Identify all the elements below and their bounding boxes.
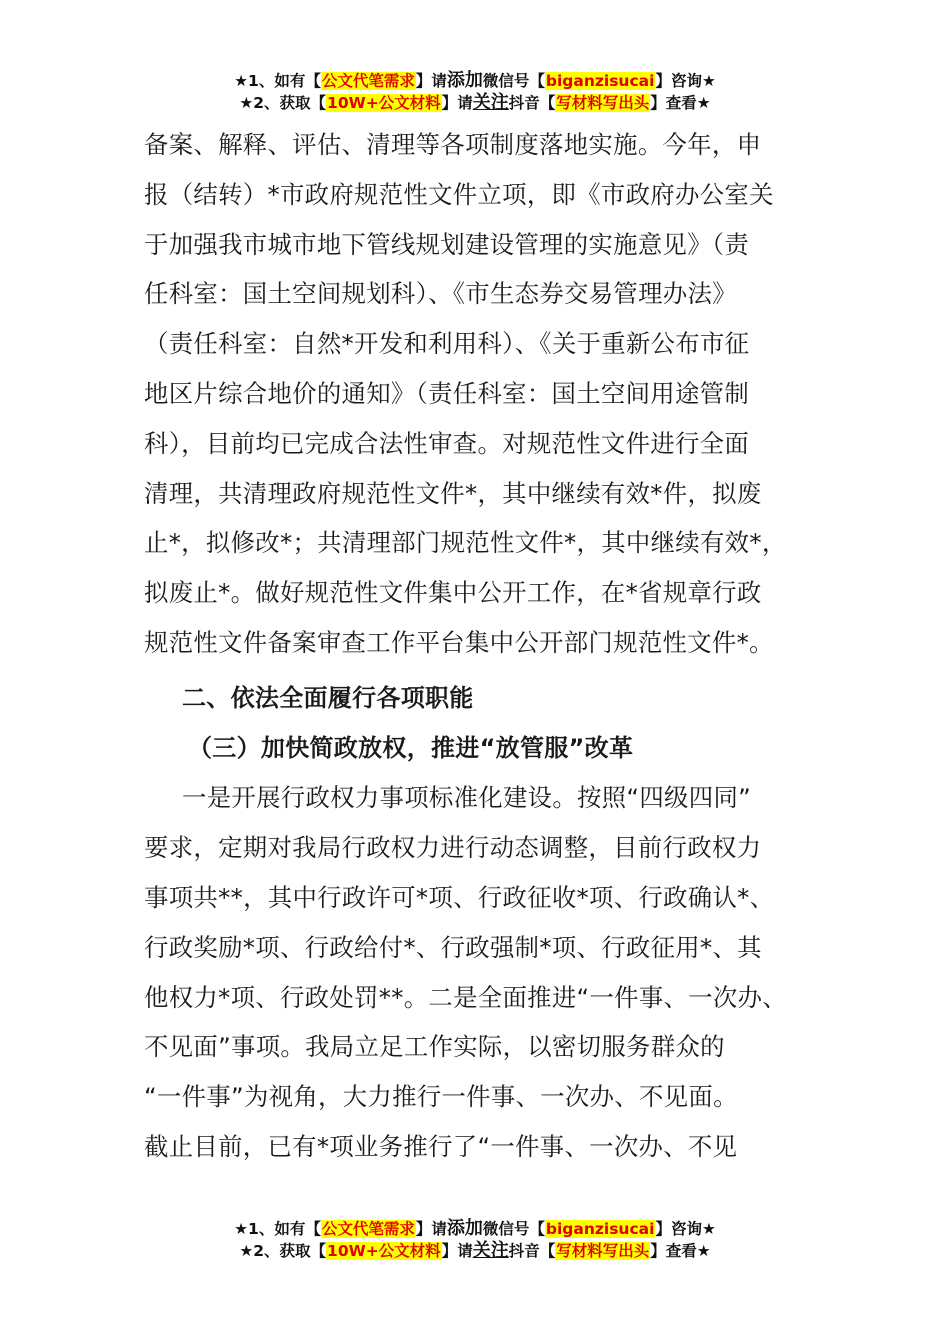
banner-emphasis: 关注 <box>472 92 509 113</box>
banner-text: 】咨询★ <box>655 1220 716 1238</box>
banner-text: 微信号【 <box>482 1220 545 1238</box>
banner-douyin-id: 写材料写出头 <box>556 1242 650 1260</box>
body-line: “一件事”为视角，大力推行一件事、一次办、不见面。 <box>144 1082 738 1112</box>
body-line: 拟废止*。做好规范性文件集中公开工作，在*省规章行政 <box>144 578 762 608</box>
body-line: 备案、解释、评估、清理等各项制度落地实施。今年，申 <box>144 130 762 159</box>
body-line: 事项共**，其中行政许可*项、行政征收*项、行政确认*、 <box>144 882 775 912</box>
banner-emphasis: 关注 <box>472 1240 509 1261</box>
document-body <box>144 120 816 1172</box>
banner-douyin-id: 写材料写出头 <box>556 94 650 112</box>
body-line: 于加强我市城市地下管线规划建设管理的实施意见》（责 <box>144 229 750 259</box>
body-line: 规范性文件备案审查工作平台集中公开部门规范性文件*。 <box>144 627 774 657</box>
banner-line-1 <box>0 1218 950 1240</box>
section-heading: 二、依法全面履行各项职能 <box>182 683 474 712</box>
banner-text: ★2、获取【 <box>239 1242 327 1260</box>
body-line: 止*，拟修改*；共清理部门规范性文件*，其中继续有效*， <box>144 528 787 558</box>
banner-text: ★1、如有【 <box>234 72 321 90</box>
body-line: 清理，共清理政府规范性文件*，其中继续有效*件，拟废 <box>144 478 762 508</box>
banner-line-2 <box>0 92 950 114</box>
footer-banner <box>0 1218 950 1262</box>
body-line: 截止目前，已有*项业务推行了“一件事、一次办、不见 <box>144 1131 738 1161</box>
banner-wechat-id: biganzisucai <box>545 1220 655 1238</box>
banner-text: 】请 <box>415 1220 447 1238</box>
banner-text: 抖音【 <box>508 94 556 112</box>
banner-wechat-id: biganzisucai <box>545 72 655 90</box>
banner-text: 】查看★ <box>650 1242 711 1260</box>
body-line: 行政奖励*项、行政给付*、行政强制*项、行政征用*、其 <box>144 932 762 962</box>
body-line: 要求，定期对我局行政权力进行动态调整，目前行政权力 <box>144 833 762 863</box>
banner-emphasis: 添加 <box>446 70 483 91</box>
header-banner <box>0 70 950 114</box>
banner-text: 】查看★ <box>650 94 711 112</box>
banner-emphasis: 添加 <box>446 1218 483 1239</box>
banner-line-1 <box>0 70 950 92</box>
body-line: 科），目前均已完成合法性审查。对规范性文件进行全面 <box>144 428 750 458</box>
body-line: （责任科室：自然*开发和利用科）、《关于重新公布市征 <box>144 329 750 359</box>
banner-highlight: 10W+公文材料 <box>327 1242 441 1260</box>
paragraph-1 <box>144 120 816 668</box>
banner-text: 】咨询★ <box>655 72 716 90</box>
banner-text: 抖音【 <box>508 1242 556 1260</box>
subsection-heading: （三）加快简政放权，推进“放管服”改革 <box>188 733 634 762</box>
banner-highlight: 公文代笔需求 <box>321 1220 415 1238</box>
paragraph-2 <box>144 773 816 1171</box>
banner-highlight: 10W+公文材料 <box>327 94 441 112</box>
body-line: 一是开展行政权力事项标准化建设。按照“四级四同” <box>182 783 752 813</box>
banner-text: 微信号【 <box>482 72 545 90</box>
body-line: 报（结转）*市政府规范性文件立项，即《市政府办公室关 <box>144 179 774 209</box>
body-line: 地区片综合地价的通知》（责任科室：国土空间用途管制 <box>144 378 750 408</box>
body-line: 他权力*项、行政处罚**。二是全面推进“一件事、一次办、 <box>144 982 787 1012</box>
banner-text: 】请 <box>415 72 447 90</box>
banner-line-2 <box>0 1240 950 1262</box>
banner-text: ★1、如有【 <box>234 1220 321 1238</box>
banner-highlight: 公文代笔需求 <box>321 72 415 90</box>
banner-text: 】请 <box>441 94 473 112</box>
banner-text: ★2、获取【 <box>239 94 327 112</box>
banner-text: 】请 <box>441 1242 473 1260</box>
body-line: 任科室：国土空间规划科）、《市生态券交易管理办法》 <box>144 279 737 309</box>
body-line: 不见面”事项。我局立足工作实际，以密切服务群众的 <box>144 1032 725 1062</box>
